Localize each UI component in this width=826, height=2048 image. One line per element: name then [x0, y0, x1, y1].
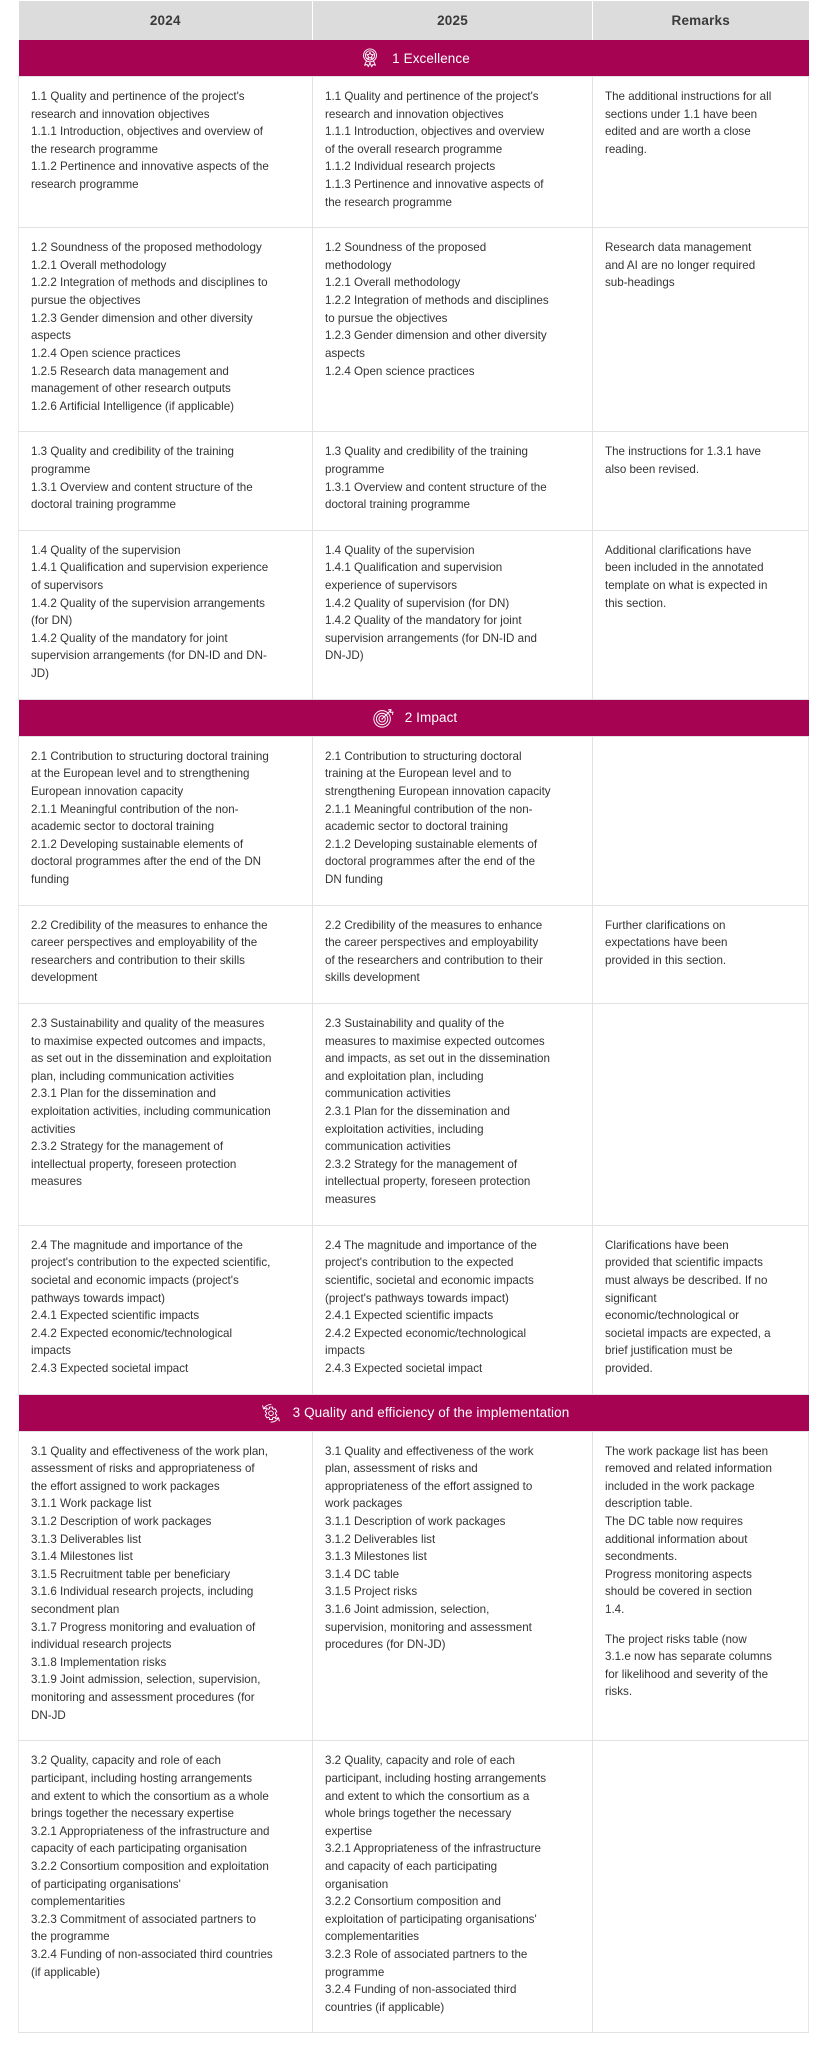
cell-2025 [313, 77, 593, 228]
cell-remarks-line: reading. [605, 142, 647, 156]
cell-remarks-line: and AI are no longer required [605, 258, 756, 272]
section-header-row-implementation [19, 1394, 809, 1431]
cell-2024-line: 3.1.4 Milestones list [31, 1550, 133, 1564]
cell-remarks [593, 432, 809, 530]
cell-2024 [19, 736, 313, 905]
cell-2024-line: pathways towards impact) [31, 1291, 166, 1305]
cell-2025-line: 3.2.3 Role of associated partners to the [325, 1948, 528, 1962]
cell-remarks [593, 905, 809, 1003]
cell-2025-line: experience of supervisors [325, 579, 458, 593]
cell-2025-line: academic sector to doctoral training [325, 820, 509, 834]
cell-2024-line: 2.2 Credibility of the measures to enhance the [31, 918, 268, 932]
cell-remarks-line: secondments. [605, 1550, 678, 1564]
cell-remarks [593, 1003, 809, 1225]
cell-2024-line: programme [31, 462, 91, 476]
cell-2024 [19, 1741, 313, 2033]
cell-remarks-line: economic/technological or [605, 1309, 740, 1323]
evaluation-criteria-comparison-table [18, 0, 809, 2033]
cell-2024 [19, 1431, 313, 1741]
cell-2025-line: 2.1.2 Developing sustainable elements of [325, 837, 538, 851]
cell-2024-line: exploitation activities, including communication [31, 1105, 271, 1119]
cell-2024-line: research and innovation objectives [31, 107, 210, 121]
cell-2025-line: 3.1.5 Project risks [325, 1585, 418, 1599]
cell-remarks-line: been included in the annotated [605, 561, 764, 575]
cell-remarks [593, 1741, 809, 2033]
cell-2025-line: supervision, monitoring and assessment [325, 1620, 532, 1634]
cell-remarks-line: template on what is expected in [605, 579, 768, 593]
cell-2025-line: countries (if applicable) [325, 2000, 445, 2014]
cell-2025-line: doctoral training programme [325, 498, 470, 512]
table-row [19, 530, 809, 699]
cell-2025-line: scientific, societal and economic impacts [325, 1273, 534, 1287]
cell-2025-line: DN-JD) [325, 649, 364, 663]
cell-2024-line: 1.3 Quality and credibility of the training [31, 445, 235, 459]
cell-2024-line: participant, including hosting arrangements [31, 1771, 253, 1785]
table-header-row [19, 1, 809, 41]
cell-2025-line: appropriateness of the effort assigned to [325, 1479, 533, 1493]
cell-2024-line: 3.2.3 Commitment of associated partners to [31, 1912, 256, 1926]
cell-2024-line: 3.1.6 Individual research projects, including [31, 1585, 254, 1599]
cell-2025-line: 1.2.1 Overall methodology [325, 276, 461, 290]
cell-2025-line: and exploitation plan, including [325, 1069, 484, 1083]
cell-remarks-line: sub-headings [605, 276, 675, 290]
cell-2024-line: as set out in the dissemination and exploitation [31, 1052, 272, 1066]
cell-2025-line: 2.3.2 Strategy for the management of [325, 1157, 518, 1171]
cell-remarks-line: additional information about [605, 1532, 748, 1546]
cell-remarks-line: for likelihood and severity of the [605, 1667, 769, 1681]
cell-2024-line: 1.1.1 Introduction, objectives and overview of [31, 125, 264, 139]
cell-2024-line: complementarities [31, 1895, 126, 1909]
cell-2025-line: 3.2.1 Appropriateness of the infrastructure [325, 1842, 541, 1856]
cell-2024-line: 2.4.3 Expected societal impact [31, 1361, 189, 1375]
cell-2025-line: 3.1 Quality and effectiveness of the work [325, 1444, 534, 1458]
cell-2024-line: and extent to which the consortium as a whole [31, 1789, 269, 1803]
cell-2025 [313, 736, 593, 905]
cell-2024-line: 3.1.9 Joint admission, selection, supervision, [31, 1673, 261, 1687]
cell-2024 [19, 432, 313, 530]
cell-2024-line: 1.4.1 Qualification and supervision experience [31, 561, 269, 575]
cell-2025-line: and capacity of each participating [325, 1859, 498, 1873]
cell-2024-line: societal and economic impacts (project's [31, 1273, 239, 1287]
cell-2025-line: 1.4 Quality of the supervision [325, 543, 475, 557]
cell-remarks-line: Further clarifications on [605, 918, 726, 932]
cell-2024-line: 3.2.2 Consortium composition and exploitation [31, 1859, 269, 1873]
cell-2024-line: 2.3.2 Strategy for the management of [31, 1140, 224, 1154]
cell-2024-line: to maximise expected outcomes and impacts, [31, 1034, 266, 1048]
cell-2025-line: impacts [325, 1344, 365, 1358]
cell-2025-line: of the overall research programme [325, 142, 503, 156]
cell-2024-line: management of other research outputs [31, 382, 231, 396]
cell-2025-line: methodology [325, 258, 392, 272]
cell-2025-line: organisation [325, 1877, 389, 1891]
cell-2025-line: 1.3 Quality and credibility of the training [325, 445, 529, 459]
cell-2025-line: 2.1.1 Meaningful contribution of the non- [325, 802, 533, 816]
cell-2025-line: doctoral programmes after the end of the [325, 855, 536, 869]
cell-2024-line: 1.4.2 Quality of the mandatory for joint [31, 631, 228, 645]
cell-remarks-line: Progress monitoring aspects [605, 1567, 752, 1581]
cell-2025-line: participant, including hosting arrangements [325, 1771, 547, 1785]
table-header [19, 1, 809, 41]
cell-2024-line: research programme [31, 178, 139, 192]
cell-remarks-line: Research data management [605, 241, 752, 255]
cell-2025-line: programme [325, 1965, 385, 1979]
cell-2025-line: 1.1.2 Individual research projects [325, 160, 496, 174]
cell-2025-line: 1.4.2 Quality of the mandatory for joint [325, 614, 522, 628]
cell-2024-line: (for DN) [31, 614, 73, 628]
cell-2024-line: (if applicable) [31, 1965, 100, 1979]
cell-remarks-line: removed and related information [605, 1462, 772, 1476]
cell-remarks-line: edited and are worth a close [605, 125, 751, 139]
cell-2025-line: 3.1.4 DC table [325, 1567, 400, 1581]
table-row [19, 1431, 809, 1741]
cell-2025-line: plan, assessment of risks and [325, 1462, 478, 1476]
cell-2025-line: 2.2 Credibility of the measures to enhance [325, 918, 543, 932]
cell-2025-line: 3.1.1 Description of work packages [325, 1515, 506, 1528]
cell-2024-line: 3.1.8 Implementation risks [31, 1655, 167, 1669]
cell-2024-line: 1.2.3 Gender dimension and other diversity [31, 311, 253, 325]
cell-remarks-line: risks. [605, 1685, 633, 1699]
cell-2025 [313, 1741, 593, 2033]
cell-remarks-line: The additional instructions for all [605, 90, 772, 103]
cell-2025-line: 1.2.4 Open science practices [325, 364, 475, 378]
cell-2024 [19, 1003, 313, 1225]
cell-2025-line: 2.3.1 Plan for the dissemination and [325, 1105, 510, 1119]
cell-2024-line: monitoring and assessment procedures (for [31, 1691, 255, 1705]
cell-2025-line: 3.1.3 Milestones list [325, 1550, 427, 1564]
cell-2025 [313, 432, 593, 530]
table-row [19, 432, 809, 530]
section-header-cell [19, 40, 809, 77]
cell-2024-line: 3.2 Quality, capacity and role of each [31, 1754, 221, 1768]
cell-remarks [593, 736, 809, 905]
cell-2024-line: researchers and contribution to their skills [31, 953, 245, 967]
cell-2024 [19, 905, 313, 1003]
cell-2025-line: research and innovation objectives [325, 107, 504, 121]
cell-2024-line: activities [31, 1122, 76, 1136]
section-band-implementation [19, 1395, 809, 1431]
cell-2025-line: 1.1 Quality and pertinence of the project's [325, 90, 539, 103]
table-body [19, 40, 809, 2033]
cell-2024-line: 1.2 Soundness of the proposed methodology [31, 241, 262, 255]
section-title: 3 Quality and efficiency of the implementation [292, 1405, 570, 1421]
cell-2025-line: measures [325, 1193, 376, 1207]
cell-2024-line: career perspectives and employability of the [31, 936, 258, 950]
cell-2025-line: communication activities [325, 1087, 451, 1101]
cell-2024-line: of participating organisations' [31, 1877, 181, 1891]
cell-remarks [593, 1431, 809, 1741]
cell-2025-line: the research programme [325, 195, 452, 209]
cell-2024-line: 3.2.1 Appropriateness of the infrastructure and [31, 1824, 270, 1838]
cell-2025-line: 1.4.1 Qualification and supervision [325, 561, 503, 575]
cell-2025-line: of the researchers and contribution to their [325, 953, 543, 967]
cell-remarks-line: must always be described. If no [605, 1273, 768, 1287]
cell-2024-line: capacity of each participating organisation [31, 1842, 247, 1856]
cell-2024-line: 3.1.5 Recruitment table per beneficiary [31, 1567, 231, 1581]
section-header-cell [19, 699, 809, 736]
cell-2024-line: brings together the necessary expertise [31, 1807, 235, 1821]
cell-2024-line: development [31, 971, 98, 985]
table-row [19, 736, 809, 905]
cell-2025-line: 3.1.2 Deliverables list [325, 1532, 436, 1546]
cell-2025-line: 2.4.3 Expected societal impact [325, 1361, 483, 1375]
cell-2024-line: at the European level and to strengthening [31, 767, 250, 781]
cell-2024-line: 3.1.7 Progress monitoring and evaluation of [31, 1620, 256, 1634]
cell-2024-line: 1.4 Quality of the supervision [31, 543, 181, 557]
cell-2024-line: the effort assigned to work packages [31, 1479, 220, 1493]
cell-2024-line: 1.2.4 Open science practices [31, 346, 181, 360]
cell-2024-line: 2.3.1 Plan for the dissemination and [31, 1087, 216, 1101]
cell-2024-line: of supervisors [31, 579, 104, 593]
cell-2025-line: 1.2.3 Gender dimension and other diversity [325, 329, 547, 343]
cell-2025-line: exploitation of participating organisations' [325, 1912, 537, 1926]
cell-2024-line: 2.3 Sustainability and quality of the measures [31, 1016, 265, 1030]
cell-2024-line: secondment plan [31, 1603, 120, 1617]
cell-2025-line: work packages [325, 1497, 403, 1511]
cell-2025-line: training at the European level and to [325, 767, 512, 781]
section-header-row-impact [19, 699, 809, 736]
cell-2024-line: 1.1 Quality and pertinence of the project's [31, 90, 245, 103]
cell-2024-line: 2.4 The magnitude and importance of the [31, 1238, 243, 1252]
paragraph-gap [605, 1619, 796, 1631]
cell-2025-line: 1.3.1 Overview and content structure of the [325, 480, 547, 494]
cell-2024-line: 1.4.2 Quality of the supervision arrangements [31, 596, 265, 610]
cell-2024-line: European innovation capacity [31, 784, 184, 798]
cell-2025-line: 3.2 Quality, capacity and role of each [325, 1754, 515, 1768]
cell-2025-line: complementarities [325, 1930, 420, 1944]
section-header-row-excellence [19, 40, 809, 77]
cell-2024-line: 2.4.2 Expected economic/technological [31, 1326, 233, 1340]
cell-2024-line: 1.2.5 Research data management and [31, 364, 229, 378]
cell-2024 [19, 530, 313, 699]
cell-2025-line: 1.1.1 Introduction, objectives and overview [325, 125, 545, 139]
cell-2025-line: to pursue the objectives [325, 311, 448, 325]
cell-remarks-line: provided that scientific impacts [605, 1256, 763, 1270]
cell-2024-line: the programme [31, 1930, 110, 1944]
cell-2024 [19, 1225, 313, 1394]
cell-2024-line: 2.1.2 Developing sustainable elements of [31, 837, 244, 851]
cell-2024-line: impacts [31, 1344, 71, 1358]
cell-2024-line: 3.1.1 Work package list [31, 1497, 152, 1511]
cell-2024-line: intellectual property, foreseen protection [31, 1157, 237, 1171]
table-row [19, 1003, 809, 1225]
cell-2025 [313, 1225, 593, 1394]
cell-2025-line: (project's pathways towards impact) [325, 1291, 509, 1305]
cell-remarks-line: Clarifications have been [605, 1238, 729, 1252]
cell-2025-line: programme [325, 462, 385, 476]
cell-2024-line: 1.3.1 Overview and content structure of the [31, 480, 253, 494]
cell-2024-line: funding [31, 872, 70, 886]
cell-2024-line: supervision arrangements (for DN-ID and DN- [31, 649, 267, 663]
cell-2024-line: the research programme [31, 142, 158, 156]
cell-2024-line: assessment of risks and appropriateness of [31, 1462, 255, 1476]
cell-2024-line: aspects [31, 329, 71, 343]
cell-2025-line: 3.1.6 Joint admission, selection, [325, 1603, 490, 1617]
cell-remarks-line: provided in this section. [605, 953, 727, 967]
gear-cycle-icon [258, 1400, 284, 1426]
table-row [19, 905, 809, 1003]
cell-2025-line: 1.2.2 Integration of methods and disciplines [325, 294, 549, 308]
cell-remarks-line: expectations have been [605, 936, 728, 950]
cell-2025-line: 2.1 Contribution to structuring doctoral [325, 749, 522, 763]
section-band-impact [19, 700, 809, 736]
cell-2024-line: 1.2.2 Integration of methods and disciplines to [31, 276, 268, 290]
cell-2024-line: JD) [31, 667, 50, 681]
cell-2025-line: 1.1.3 Pertinence and innovative aspects of [325, 178, 544, 192]
column-header-remarks: Remarks [593, 1, 809, 41]
section-title: 2 Impact [404, 710, 458, 726]
column-header-2025: 2025 [313, 1, 593, 41]
table-row [19, 1741, 809, 2033]
cell-2024-line: 3.2.4 Funding of non-associated third countries [31, 1948, 273, 1962]
cell-2025-line: 2.3 Sustainability and quality of the [325, 1016, 505, 1030]
cell-2024 [19, 77, 313, 228]
cell-2024-line: 3.1.2 Description of work packages [31, 1515, 212, 1528]
cell-2024-line: pursue the objectives [31, 294, 141, 308]
cell-2024-line: 1.1.2 Pertinence and innovative aspects of the [31, 160, 269, 174]
table-row [19, 77, 809, 228]
cell-remarks-line: Additional clarifications have [605, 543, 752, 557]
cell-2025-line: the career perspectives and employability [325, 936, 539, 950]
cell-2024-line: measures [31, 1175, 82, 1189]
cell-remarks-line: societal impacts are expected, a [605, 1326, 771, 1340]
cell-2025 [313, 530, 593, 699]
cell-remarks-line: included in the work package [605, 1479, 755, 1493]
cell-2025-line: intellectual property, foreseen protection [325, 1175, 531, 1189]
cell-2024-line: 2.1 Contribution to structuring doctoral training [31, 749, 269, 763]
cell-2024-line: plan, including communication activities [31, 1069, 234, 1083]
cell-2025-line: supervision arrangements (for DN-ID and [325, 631, 537, 645]
section-band-excellence [19, 40, 809, 76]
cell-2025-line: and extent to which the consortium as a [325, 1789, 530, 1803]
cell-remarks-line: description table. [605, 1497, 693, 1511]
cell-remarks-line: The project risks table (now [605, 1632, 747, 1646]
cell-2025-line: DN funding [325, 872, 384, 886]
cell-2024-line: 2.1.1 Meaningful contribution of the non- [31, 802, 239, 816]
cell-2025-line: whole brings together the necessary [325, 1807, 512, 1821]
cell-2025 [313, 228, 593, 432]
cell-2025-line: strengthening European innovation capacity [325, 784, 551, 798]
cell-2025-line: project's contribution to the expected [325, 1256, 514, 1270]
cell-remarks-line: sections under 1.1 have been [605, 107, 758, 121]
cell-remarks [593, 1225, 809, 1394]
cell-2025-line: 3.2.4 Funding of non-associated third [325, 1983, 517, 1997]
cell-2025-line: 2.4.2 Expected economic/technological [325, 1326, 527, 1340]
cell-2024 [19, 228, 313, 432]
cell-2025-line: and impacts, as set out in the dissemination [325, 1052, 550, 1066]
table-row [19, 1225, 809, 1394]
table-row [19, 228, 809, 432]
cell-2024-line: academic sector to doctoral training [31, 820, 215, 834]
cell-remarks-line: also been revised. [605, 462, 700, 476]
cell-2025 [313, 1003, 593, 1225]
cell-remarks [593, 530, 809, 699]
cell-2025-line: procedures (for DN-JD) [325, 1638, 446, 1652]
cell-remarks-line: significant [605, 1291, 657, 1305]
cell-2025-line: 1.4.2 Quality of supervision (for DN) [325, 596, 510, 610]
cell-remarks [593, 228, 809, 432]
cell-2025-line: skills development [325, 971, 420, 985]
cell-remarks-line: should be covered in section [605, 1585, 752, 1599]
cell-remarks-line: this section. [605, 596, 667, 610]
cell-2024-line: doctoral programmes after the end of the DN [31, 855, 262, 869]
cell-2024-line: 3.1.3 Deliverables list [31, 1532, 142, 1546]
target-dartboard-icon [370, 705, 396, 731]
cell-2025-line: aspects [325, 346, 365, 360]
section-title: 1 Excellence [392, 50, 470, 66]
cell-remarks-line: brief justification must be [605, 1344, 733, 1358]
cell-remarks [593, 77, 809, 228]
cell-2024-line: project's contribution to the expected scientific, [31, 1256, 271, 1270]
column-header-2024: 2024 [19, 1, 313, 41]
award-rosette-icon [357, 45, 383, 71]
cell-remarks-line: 3.1.e now has separate columns [605, 1650, 772, 1664]
cell-remarks-line: The work package list has been [605, 1444, 769, 1458]
cell-2024-line: doctoral training programme [31, 498, 176, 512]
cell-2024-line: 1.2.6 Artificial Intelligence (if applicable) [31, 399, 234, 413]
cell-2025-line: expertise [325, 1824, 373, 1838]
cell-2025 [313, 905, 593, 1003]
cell-remarks-line: The DC table now requires [605, 1515, 743, 1528]
cell-remarks-line: 1.4. [605, 1603, 625, 1617]
cell-2025-line: measures to maximise expected outcomes [325, 1034, 545, 1048]
cell-2025-line: communication activities [325, 1140, 451, 1154]
cell-2024-line: 2.4.1 Expected scientific impacts [31, 1309, 200, 1323]
cell-2024-line: individual research projects [31, 1638, 172, 1652]
cell-2025-line: 1.2 Soundness of the proposed [325, 241, 487, 255]
cell-2025-line: 2.4.1 Expected scientific impacts [325, 1309, 494, 1323]
cell-remarks-line: The instructions for 1.3.1 have [605, 445, 761, 459]
cell-2025-line: 3.2.2 Consortium composition and [325, 1895, 501, 1909]
cell-2025-line: exploitation activities, including [325, 1122, 484, 1136]
cell-2024-line: 1.2.1 Overall methodology [31, 258, 167, 272]
cell-2025-line: 2.4 The magnitude and importance of the [325, 1238, 537, 1252]
section-header-cell [19, 1394, 809, 1431]
cell-2024-line: 3.1 Quality and effectiveness of the work plan, [31, 1444, 268, 1458]
cell-remarks-line: provided. [605, 1361, 653, 1375]
cell-2025 [313, 1431, 593, 1741]
cell-2024-line: DN-JD [31, 1708, 66, 1722]
